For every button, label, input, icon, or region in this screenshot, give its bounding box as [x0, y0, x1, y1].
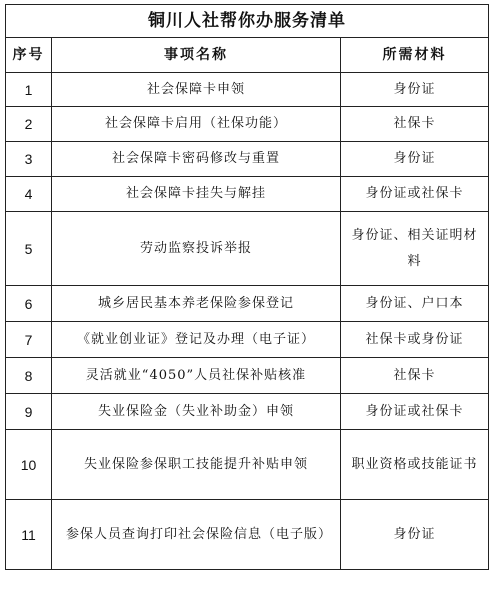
row-material: 社保卡或身份证	[341, 322, 489, 358]
row-service: 社会保障卡挂失与解挂	[52, 177, 341, 212]
title-row	[6, 5, 489, 38]
row-material: 身份证	[341, 142, 489, 177]
row-no: 2	[6, 107, 52, 142]
row-service: 城乡居民基本养老保险参保登记	[52, 286, 341, 322]
row-material: 社保卡	[341, 358, 489, 394]
row-material: 身份证、户口本	[341, 286, 489, 322]
row-no: 3	[6, 142, 52, 177]
table-row	[6, 500, 489, 570]
row-material: 职业资格或技能证书	[341, 430, 489, 500]
row-material: 身份证	[341, 73, 489, 107]
row-service: 失业保险参保职工技能提升补贴申领	[52, 430, 341, 500]
row-material: 身份证	[341, 500, 489, 570]
row-no: 6	[6, 286, 52, 322]
header-material: 所需材料	[341, 38, 489, 73]
row-no: 11	[6, 500, 52, 570]
row-service: 参保人员查询打印社会保险信息（电子版）	[52, 500, 341, 570]
header-row	[6, 38, 489, 73]
table-row	[6, 430, 489, 500]
row-no: 4	[6, 177, 52, 212]
row-no: 10	[6, 430, 52, 500]
row-no: 1	[6, 73, 52, 107]
row-material: 身份证或社保卡	[341, 177, 489, 212]
table-row	[6, 142, 489, 177]
table-row	[6, 286, 489, 322]
header-no: 序号	[6, 38, 52, 73]
row-service: 劳动监察投诉举报	[52, 212, 341, 286]
table-row	[6, 322, 489, 358]
service-list-sheet	[5, 4, 488, 610]
row-no: 7	[6, 322, 52, 358]
header-service: 事项名称	[52, 38, 341, 73]
service-list-table	[5, 4, 489, 570]
row-material: 身份证、相关证明材料	[341, 212, 489, 286]
table-row	[6, 107, 489, 142]
table-row	[6, 394, 489, 430]
row-no: 5	[6, 212, 52, 286]
row-service: 《就业创业证》登记及办理（电子证）	[52, 322, 341, 358]
row-material: 身份证或社保卡	[341, 394, 489, 430]
table-row	[6, 73, 489, 107]
table-row	[6, 212, 489, 286]
table-row	[6, 177, 489, 212]
row-service: 社会保障卡密码修改与重置	[52, 142, 341, 177]
row-service: 社会保障卡启用（社保功能）	[52, 107, 341, 142]
row-service: 失业保险金（失业补助金）申领	[52, 394, 341, 430]
row-no: 8	[6, 358, 52, 394]
row-service: 社会保障卡申领	[52, 73, 341, 107]
row-material: 社保卡	[341, 107, 489, 142]
table-title: 铜川人社帮你办服务清单	[6, 5, 489, 38]
row-no: 9	[6, 394, 52, 430]
table-row	[6, 358, 489, 394]
row-service: 灵活就业“4050”人员社保补贴核准	[52, 358, 341, 394]
